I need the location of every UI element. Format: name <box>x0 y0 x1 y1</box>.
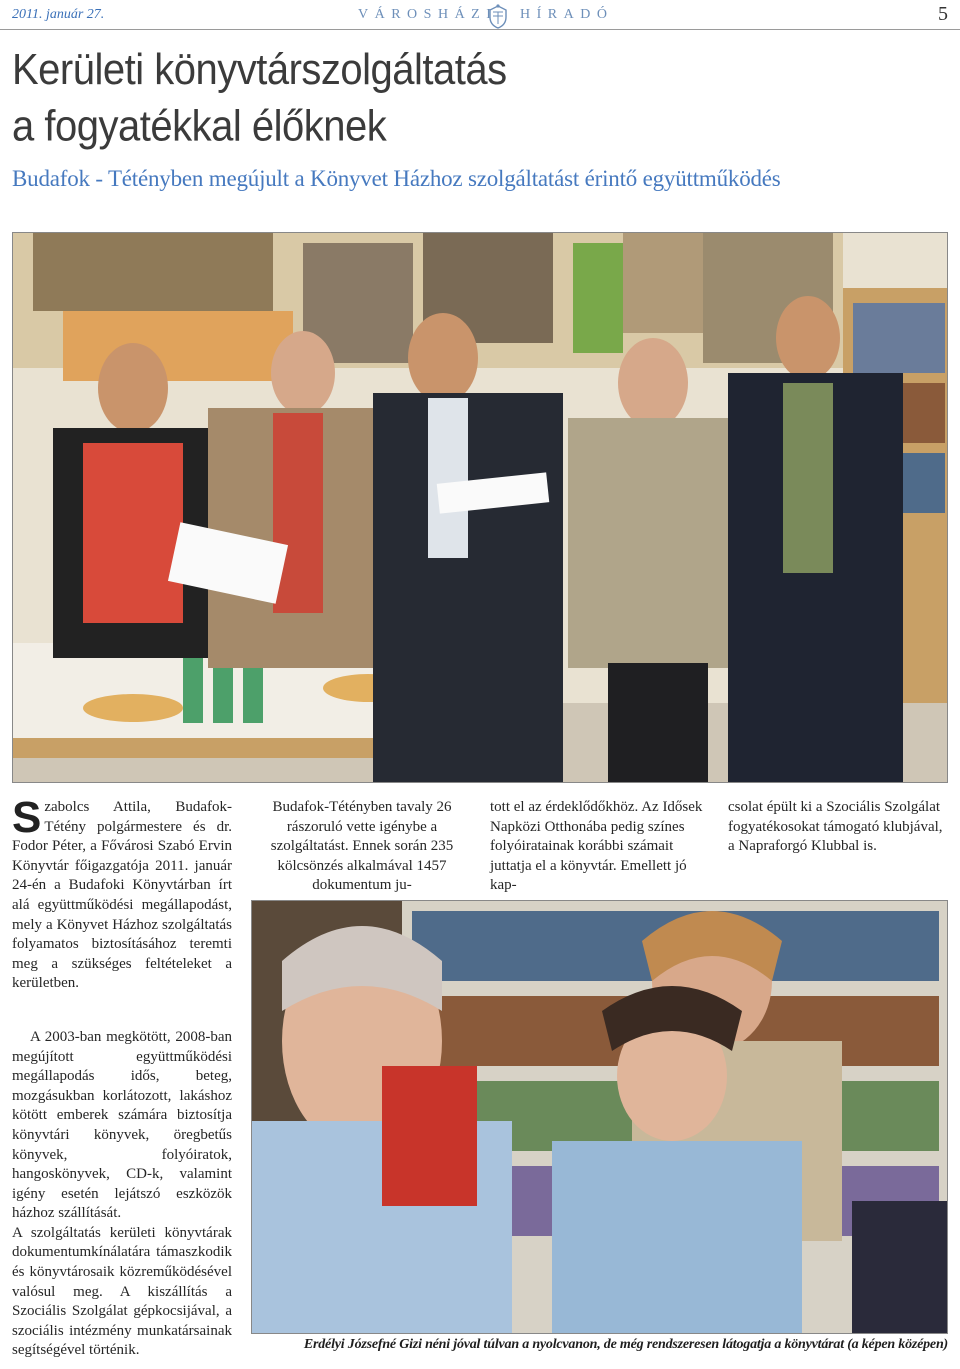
article-column-1 <box>12 793 232 1361</box>
paragraph-3: A szolgáltatás kerületi könyvtárak dokumentumkínálatára támaszkodik és könyvtárosaik közreműködésével valósul meg. A kiszállítás a Szociális Szolgálat gépkocsijával, a szociális intézmény munkatársainak segítségével történik. <box>12 1224 232 1359</box>
paragraph-2: A 2003-ban megkötött, 2008-ban megújított együttműködési megállapodás idős, beteg, mozgásukban korlátozott, lakáshoz kötött emberek számára biztosítja könyvtári könyvek, öregbetűs könyvek, folyóiratok, hangoskönyvek, CD-k, valamint igény esetén lejátszó eszközök házhoz szállítását. <box>12 1028 232 1222</box>
photo-caption: Erdélyi Józsefné Gizi néni jóval túlvan a nyolcvanon, de még rendszeresen látogatja a könyvtárat (a képen középen) <box>303 1337 948 1352</box>
column-2-text: Budafok-Tétényben tavaly 26 rászoruló vette igénybe a szolgáltatást. Ennek során 235 kölcsönzés alkalmával 1457 dokumentum ju- <box>270 799 454 894</box>
article-title <box>12 42 912 154</box>
paper-name-left: VÁROSHÁZI <box>358 7 498 22</box>
library-visitors-photo <box>251 900 948 1334</box>
intro-paragraph <box>12 793 232 994</box>
page-header <box>0 0 960 30</box>
signing-ceremony-photo <box>12 232 948 783</box>
article-column-4 <box>728 798 950 857</box>
drop-cap: S <box>12 793 42 842</box>
title-line-1: Kerületi könyvtárszolgáltatás <box>12 46 507 94</box>
column-3-text: tott el az érdeklődőkhöz. Az Idősek Napközi Otthonába pedig színes folyóiratainak korábbi számait juttatja el a könyvtár. Emellett jó kap- <box>490 799 703 894</box>
paper-name-right: HÍRADÓ <box>520 7 614 22</box>
article-subtitle: Budafok - Tétényben megújult a Könyvet Házhoz szolgáltatást érintő együttműködés <box>12 166 781 191</box>
column-4-text: csolat épült ki a Szociális Szolgálat fogyatékosokat támogató klubjával, a Napraforgó Klubbal is. <box>728 799 943 855</box>
intro-text: zabolcs Attila, Budafok-Tétény polgármestere és dr. Fodor Péter, a Fővárosi Szabó Ervin Könyvtár főigazgatója 2011. január 24-én a Budafoki Könyvtárban írt alá együttműködési megállapodást, mely a Könyvet Házhoz szolgáltatás folyamatos biztosításához teremti meg a szükséges feltételeket a kerületben. <box>12 799 232 992</box>
article-column-3 <box>490 798 712 896</box>
crest-icon <box>484 3 512 31</box>
page-number: 5 <box>938 3 948 25</box>
issue-date: 2011. január 27. <box>12 7 105 22</box>
title-line-2: a fogyatékkal élőknek <box>12 102 387 150</box>
article-column-2 <box>251 798 473 896</box>
